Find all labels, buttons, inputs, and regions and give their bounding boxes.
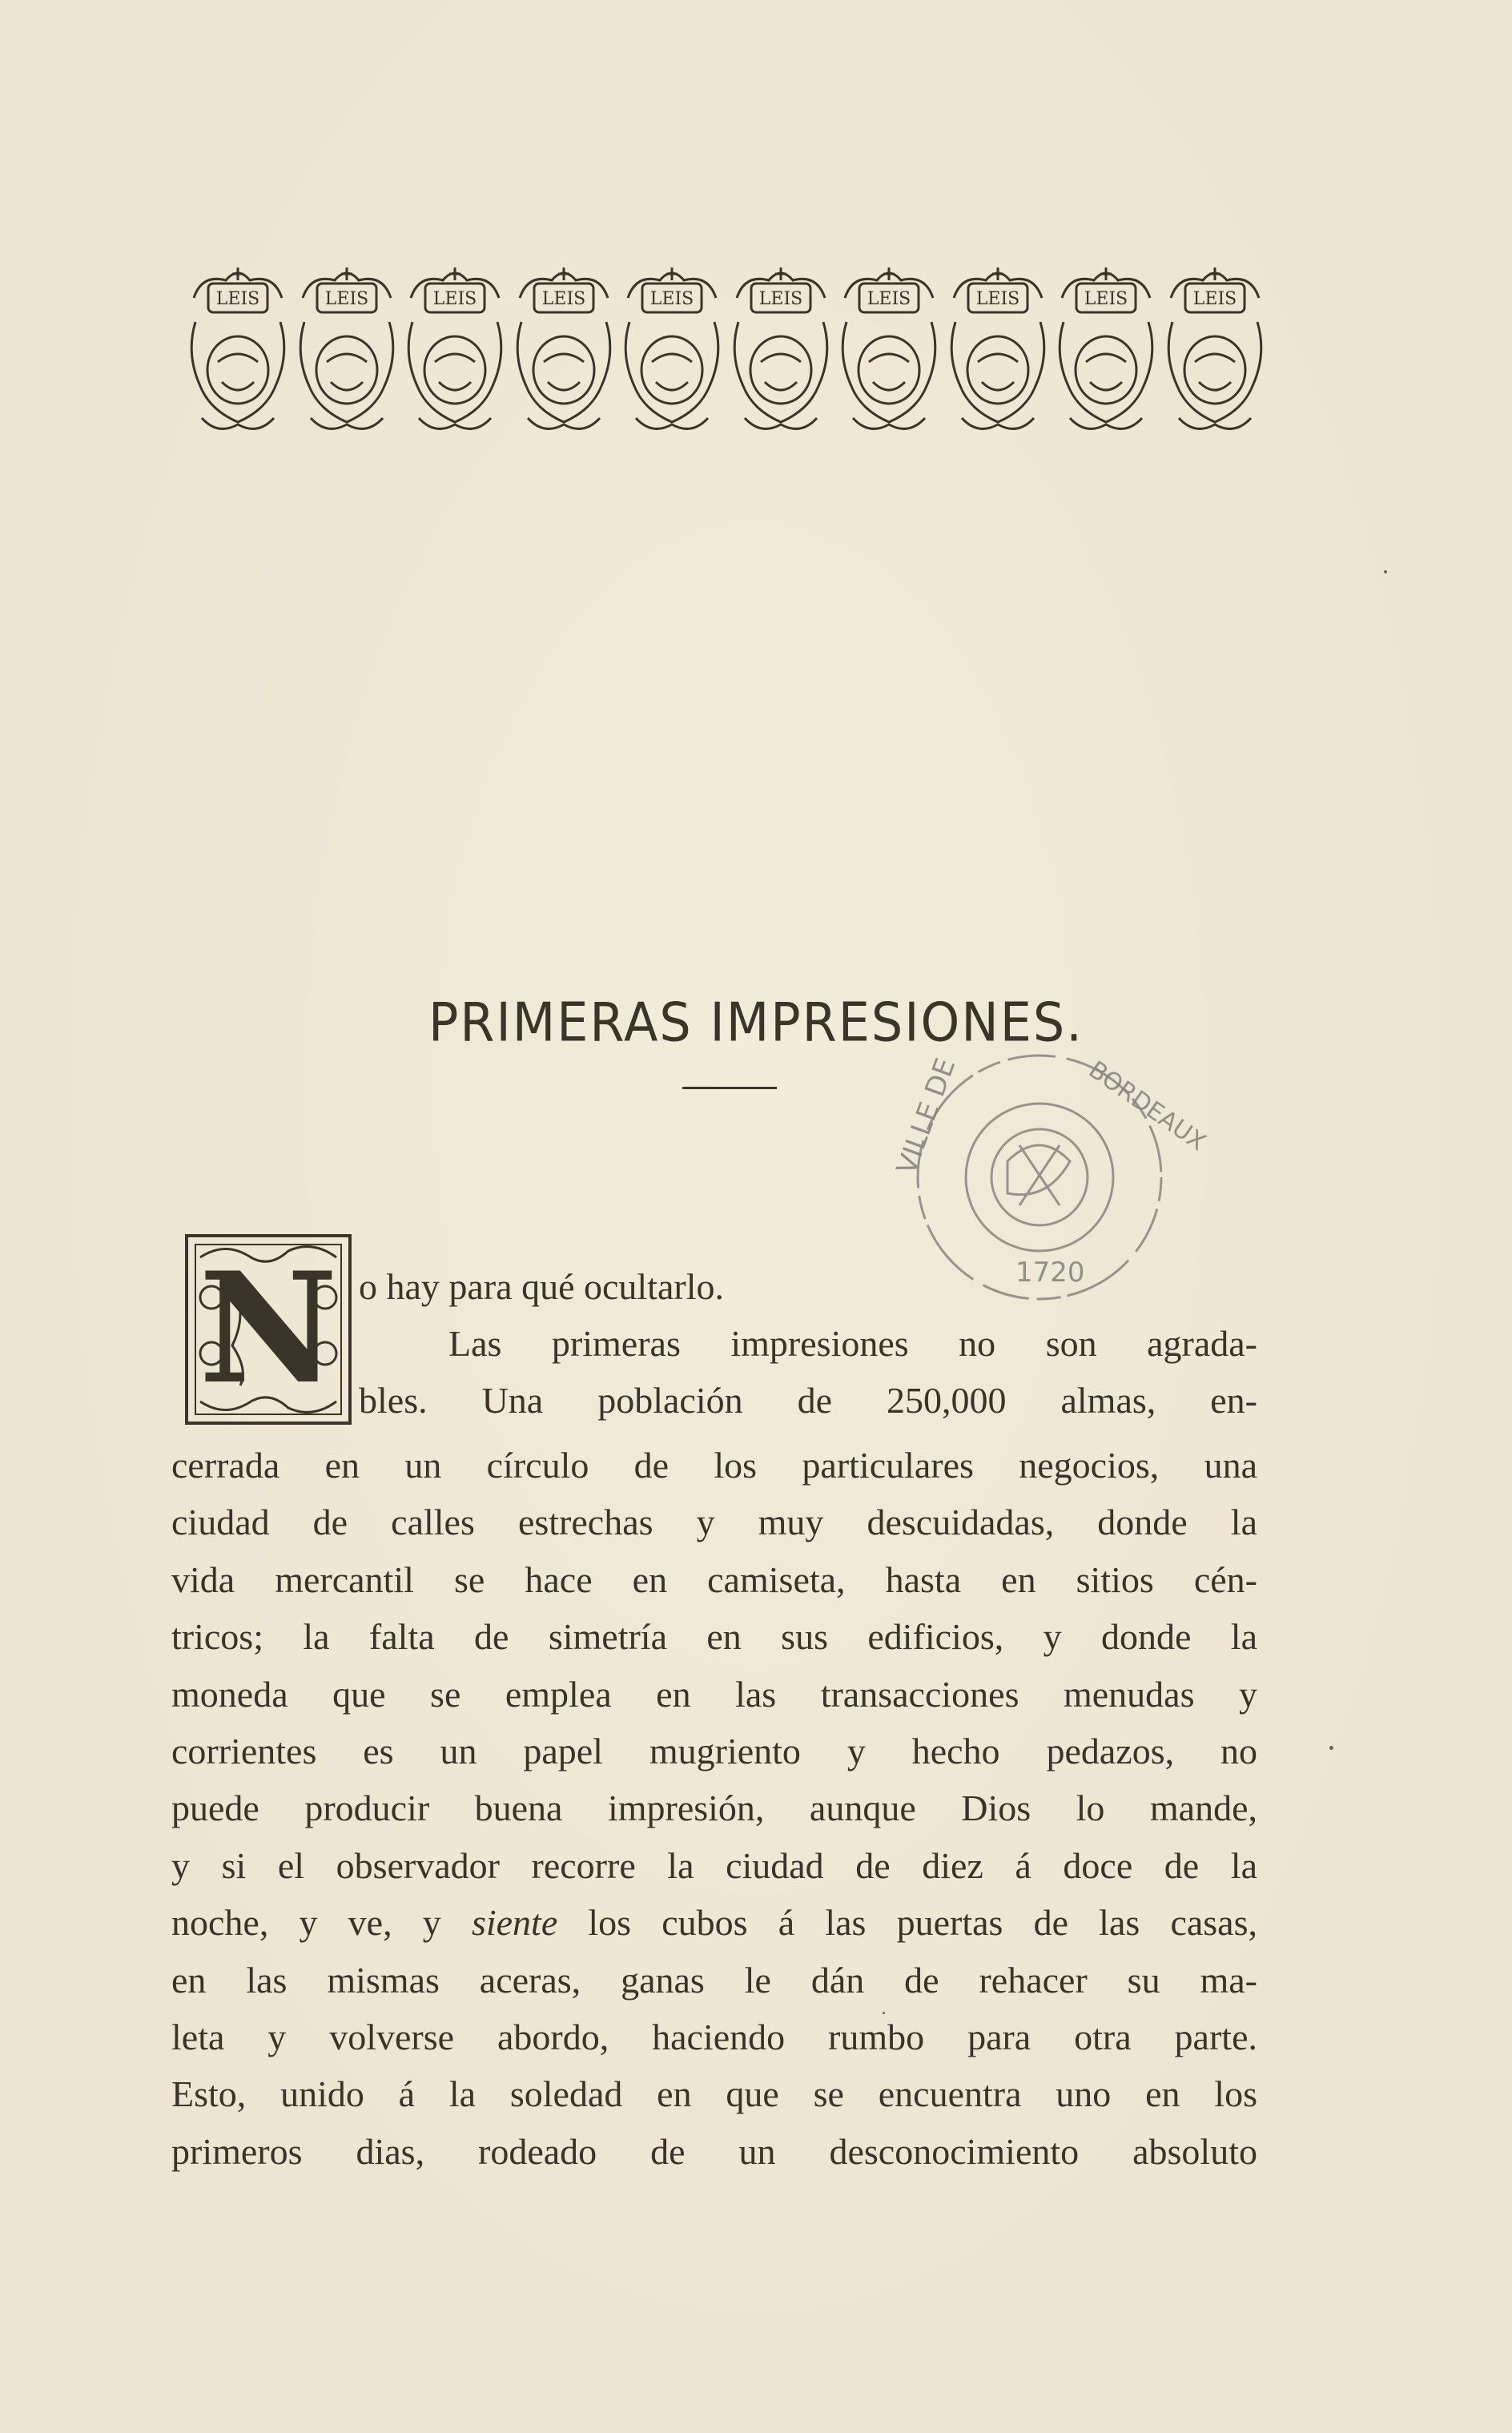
opening-line: o hay para qué ocultarlo. [359,1266,724,1307]
paper-speck [883,2012,885,2014]
ornament-tile-text: LEIS [649,289,694,309]
ornament-tile [729,266,833,436]
ornament-tile [1163,266,1267,436]
ornament-tile [295,266,399,436]
ornament-tile [512,266,616,436]
ornament-tile-text: LEIS [867,289,911,309]
dropcap-letter: N [199,1239,338,1418]
ornament-tile [403,266,507,436]
ornamental-header-band [186,266,1267,436]
body-text [171,1437,1257,2180]
text-line-3: bles. Una población de 250,000 almas, en- [359,1380,1257,1421]
ornament-tile-graphic [620,266,724,436]
body-line: leta y volverse abordo, haciendo rumbo para otra parte. [171,2016,1257,2057]
ornament-tile-graphic [403,266,507,436]
ornament-tile-text: LEIS [1192,289,1237,309]
ornament-tile-graphic [946,266,1050,436]
stamp-number: 1720 [1015,1257,1085,1289]
body-line: y si el observador recorre la ciudad de diez á doce de la [171,1844,1257,1886]
body-line: primeros dias, rodeado de un desconocimiento absoluto [171,2130,1257,2172]
ornament-tile-graphic [186,266,290,436]
ornament-tile-graphic [1163,266,1267,436]
chapter-title: PRIMERAS IMPRESIONES. [428,991,1084,1054]
ornament-tile-graphic [837,266,941,436]
stamp-text-right: BORDEAUX [1083,1056,1211,1157]
ornament-tile-graphic [1054,266,1158,436]
paper-speck [1384,570,1387,573]
body-line: vida mercantil se hace en camiseta, hasta en sitios cén- [171,1558,1257,1600]
italic-word: siente [471,1902,558,1944]
ornament-tile [946,266,1050,436]
body-line: puede producir buena impresión, aunque Dios lo mande, [171,1788,1257,1829]
ornament-tile [186,266,290,436]
ornament-tile [620,266,724,436]
ornament-tile-text: LEIS [1084,289,1128,309]
ornament-tile-text: LEIS [324,289,368,309]
ornament-tile-text: LEIS [541,289,585,309]
dropcap-ornament [184,1233,352,1426]
ornament-tile-text: LEIS [975,289,1020,309]
ornament-tile-graphic [729,266,833,436]
paper-speck [1329,1746,1333,1750]
body-line: moneda que se emplea en las transacciones menudas y [171,1673,1257,1715]
stamp-text-left: VILLE DE [891,1054,963,1179]
ornament-tile-text: LEIS [215,289,260,309]
body-line: ciudad de calles estrechas y muy descuidadas, donde la [171,1502,1257,1543]
ornament-tile-text: LEIS [432,289,477,309]
body-line: Esto, unido á la soledad en que se encuentra uno en los [171,2073,1257,2115]
bleed-through [120,432,1337,488]
body-line-part: noche, y ve, y [171,1902,441,1944]
body-line: en las mismas aceras, ganas le dán de rehacer su ma- [171,1959,1257,2001]
body-line-part: los cubos á las puertas de las casas, [588,1902,1258,1944]
ornament-tile-text: LEIS [758,289,802,309]
ornament-tile [837,266,941,436]
text-line-2: Las primeras impresiones no son agrada- [448,1323,1257,1364]
body-line: cerrada en un círculo de los particulares negocios, una [171,1445,1257,1486]
body-line: tricos; la falta de simetría en sus edificios, y donde la [171,1616,1257,1658]
library-stamp [887,1041,1211,1329]
ornament-tile-graphic [512,266,616,436]
body-line-with-italic [171,1894,1257,1951]
title-rule [682,1087,777,1089]
ornament-tile [1054,266,1158,436]
ornament-tile-graphic [295,266,399,436]
body-line: corrientes es un papel mugriento y hecho pedazos, no [171,1730,1257,1771]
